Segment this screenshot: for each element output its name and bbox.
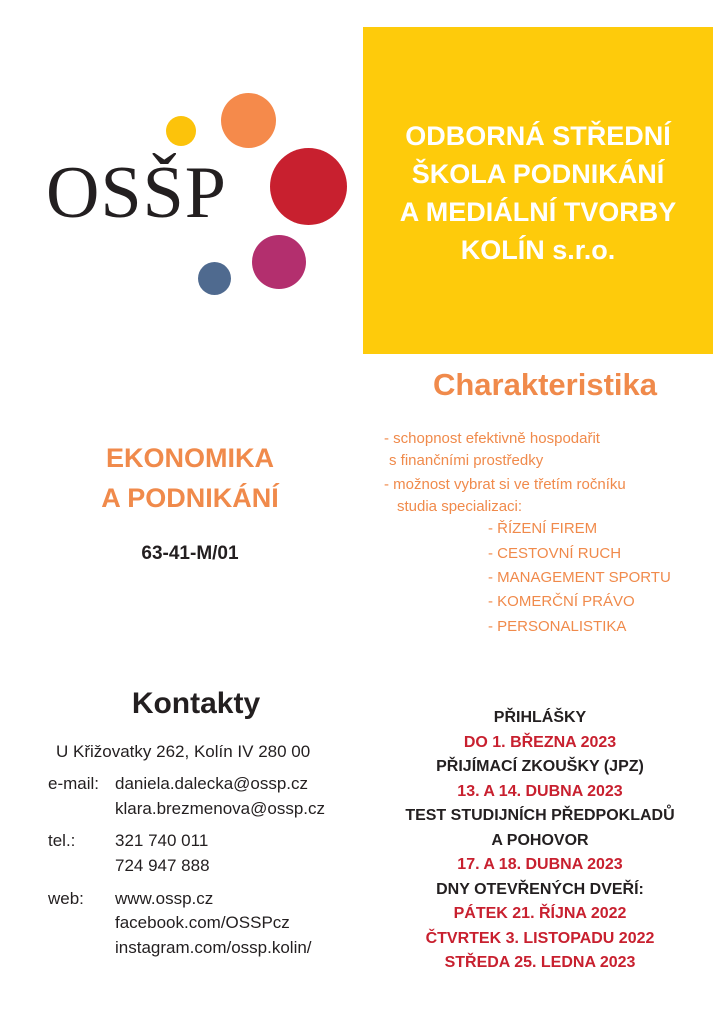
dates-value: 17. A 18. DUBNA 2023 (457, 856, 623, 873)
contacts-title: Kontakty (131, 687, 261, 720)
logo-circle-blue (198, 262, 231, 295)
program-title (60, 438, 320, 518)
program-title-line: EKONOMIKA (106, 443, 274, 473)
school-name-line: KOLÍN s.r.o. (460, 235, 616, 265)
logo-circle-yellow (166, 116, 196, 146)
logo-text: OSŠP (46, 152, 227, 234)
phone-number: 321 740 011 (115, 831, 209, 850)
characteristic-line: s finančními prostředky (389, 452, 544, 469)
dates-value: STŘEDA 25. LEDNA 2023 (444, 954, 636, 971)
web-link[interactable]: instagram.com/ossp.kolin/ (115, 938, 312, 957)
dates-value: ČTVRTEK 3. LISTOPADU 2022 (425, 929, 655, 947)
dates-value: DO 1. BŘEZNA 2023 (463, 733, 617, 751)
web-label: web: (48, 889, 84, 908)
dates-label: PŘIHLÁŠKY (493, 709, 587, 726)
dates-label: TEST STUDIJNÍCH PŘEDPOKLADŮ (405, 807, 675, 824)
dates-label: A POHOVOR (491, 831, 589, 849)
characteristic-line: - schopnost efektivně hospodařit (384, 430, 600, 447)
characteristic-line: - možnost vybrat si ve třetím ročníku (384, 476, 626, 493)
admission-dates (380, 706, 700, 976)
dates-label: PŘIJÍMACÍ ZKOUŠKY (JPZ) (436, 758, 644, 775)
dates-value: 13. A 14. DUBNA 2023 (457, 782, 623, 800)
characteristics-title: Charakteristika (432, 367, 657, 402)
school-name-line: A MEDIÁLNÍ TVORBY (399, 197, 677, 227)
specialization-item: - ŘÍZENÍ FIREM (488, 520, 598, 537)
email-link[interactable]: daniela.dalecka@ossp.cz (115, 774, 309, 793)
logo-circle-orange (221, 93, 276, 148)
dates-label: DNY OTEVŘENÝCH DVEŘÍ: (436, 880, 644, 898)
program-code: 63-41-M/01 (141, 543, 239, 564)
program-title-line: A PODNIKÁNÍ (101, 483, 279, 513)
logo-circle-purple (252, 235, 306, 289)
tel-label: tel.: (48, 831, 76, 850)
school-name (383, 117, 693, 269)
address: U Křižovatky 262, Kolín IV 280 00 (56, 742, 311, 761)
email-label: e-mail: (48, 774, 100, 793)
school-name-box (363, 27, 713, 354)
specialization-item: - KOMERČNÍ PRÁVO (488, 593, 635, 610)
phone-number: 724 947 888 (115, 856, 210, 875)
web-link[interactable]: facebook.com/OSSPcz (115, 913, 290, 932)
logo-circle-red (270, 148, 347, 225)
web-link[interactable]: www.ossp.cz (115, 889, 214, 908)
school-name-line: ŠKOLA PODNIKÁNÍ (411, 159, 665, 189)
dates-value: PÁTEK 21. ŘÍJNA 2022 (453, 905, 627, 922)
characteristic-line: studia specializaci: (397, 498, 523, 515)
specialization-item: - CESTOVNÍ RUCH (488, 545, 622, 562)
email-link[interactable]: klara.brezmenova@ossp.cz (115, 799, 326, 818)
school-name-line: ODBORNÁ STŘEDNÍ (405, 121, 671, 151)
specialization-item: - MANAGEMENT SPORTU (488, 569, 671, 586)
specialization-item: - PERSONALISTIKA (488, 618, 627, 635)
